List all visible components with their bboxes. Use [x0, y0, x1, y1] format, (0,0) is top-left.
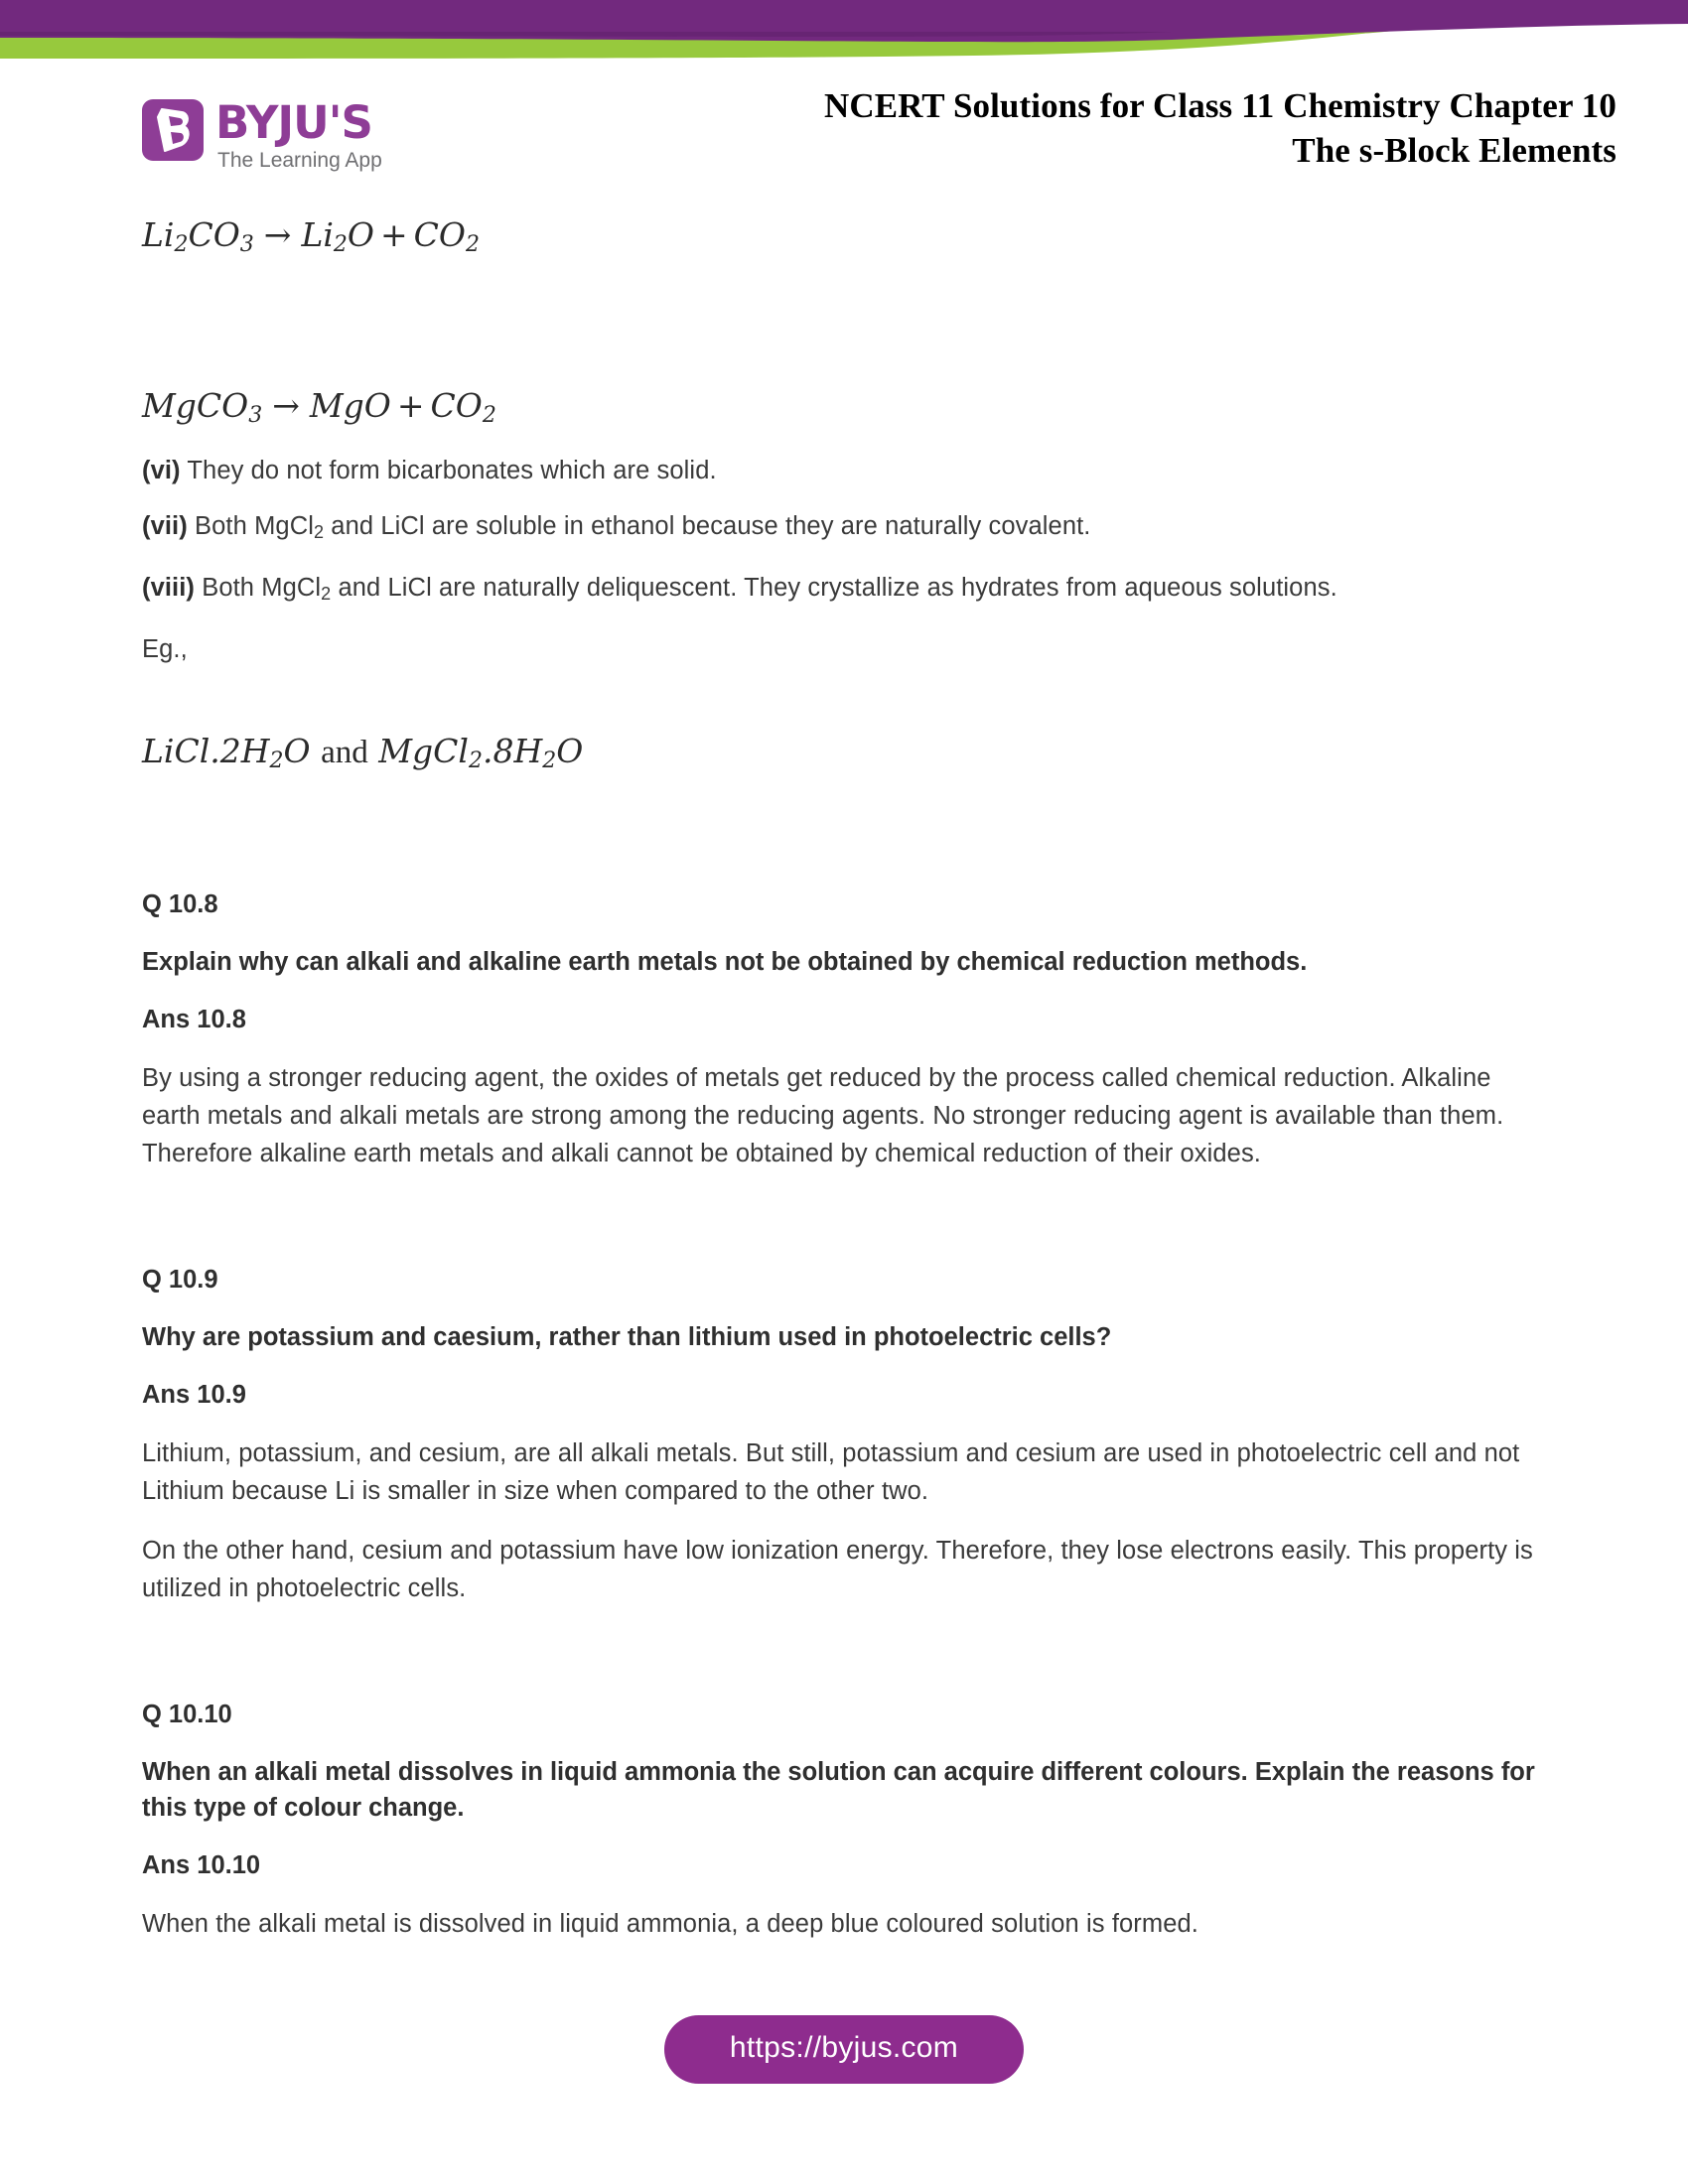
byjus-wordmark: BYJU'S	[215, 96, 372, 149]
eq3-licl: LiCl	[142, 732, 211, 770]
question-text-10-9: Why are potassium and caesium, rather than lithium used in photoelectric cells?	[142, 1323, 1112, 1351]
eq3-conjunction: and	[321, 735, 368, 770]
eq1-rhs-li-sub: 2	[333, 232, 348, 257]
byjus-logo[interactable]	[142, 96, 440, 177]
eq3-licl-sub: 2	[269, 749, 284, 773]
point-vii-subscript: 2	[313, 522, 325, 542]
eq1-rhs-co-sub: 2	[465, 232, 480, 257]
eq2-rhs-mgo: MgO	[309, 386, 391, 425]
answer-text-10-10: When the alkali metal is dissolved in liquid ammonia, a deep blue coloured solution is formed.	[142, 1910, 1198, 1938]
byjus-logo-mark-icon	[142, 99, 204, 161]
header-decorative-bands	[0, 0, 1688, 89]
page-header	[0, 77, 1688, 187]
point-viii-label: (viii)	[142, 574, 196, 602]
page-title	[824, 83, 1617, 173]
question-text-10-10: When an alkali metal dissolves in liquid ammonia the solution can acquire different colours. Explain the reasons for this type of colour change.	[142, 1758, 1535, 1822]
eq3-licl-tail: O	[283, 732, 311, 770]
answer-text-10-8: By using a stronger reducing agent, the oxides of metals get reduced by the process called chemical reduction. Alkaline earth metals and alkali metals are strong among the reducing agents. No stronger reducing agent is available than them. Therefore alkaline earth metals and alkali cannot be obtained by chemical reduction of their oxides.	[142, 1064, 1504, 1167]
point-vii-text-a: Both MgCl	[187, 512, 314, 540]
point-vi-label: (vi)	[142, 457, 181, 484]
point-vi-text: They do not form bicarbonates which are solid.	[180, 457, 717, 484]
eq1-lhs-li-sub: 2	[174, 232, 189, 257]
eq3-mgcl-dot: .8H	[482, 732, 543, 770]
eq2-arrow-icon: →	[272, 386, 300, 425]
eq3-mgcl-sub2: 2	[542, 749, 557, 773]
answer-label-10-9: Ans 10.9	[142, 1381, 246, 1409]
point-viii	[142, 569, 1542, 613]
eq1-lhs-co: CO	[188, 215, 240, 254]
byjus-tagline: The Learning App	[217, 149, 382, 172]
question-label-10-9: Q 10.9	[142, 1266, 218, 1294]
point-vii-text-b: and LiCl are soluble in ethanol because they are naturally covalent.	[324, 512, 1091, 540]
question-label-10-8: Q 10.8	[142, 890, 218, 918]
page-title-line2: The s-Block Elements	[1292, 131, 1617, 170]
page-title-line1: NCERT Solutions for Class 11 Chemistry Chapter 10	[823, 86, 1617, 125]
byjus-url-button[interactable]: https://byjus.com	[664, 2015, 1024, 2084]
document-body	[142, 213, 1542, 1943]
eq2-plus-icon: +	[396, 386, 425, 425]
answer-label-10-10: Ans 10.10	[142, 1851, 261, 1879]
point-viii-text-a: Both MgCl	[195, 574, 322, 602]
eq1-plus-icon: +	[379, 215, 408, 254]
eq1-rhs-o: O	[347, 215, 374, 254]
eq3-mgcl-sub: 2	[468, 749, 483, 773]
eq2-lhs-sub: 3	[248, 403, 263, 428]
equation-mgco3	[142, 384, 1542, 438]
eq3-mgcl: MgCl	[378, 732, 469, 770]
header-band-shapes	[0, 0, 1688, 89]
eq2-lhs: MgCO	[142, 386, 249, 425]
example-label: Eg.,	[142, 635, 188, 663]
question-label-10-10: Q 10.10	[142, 1701, 232, 1728]
eq3-licl-dot: .2H	[210, 732, 270, 770]
eq1-lhs-co-sub: 3	[239, 232, 254, 257]
equation-li2co3	[142, 213, 1542, 267]
eq1-rhs-li: Li	[301, 215, 334, 254]
answer-text-10-9-p2: On the other hand, cesium and potassium have low ionization energy. Therefore, they lose electrons easily. This property is utilized in photoelectric cells.	[142, 1537, 1533, 1602]
eq2-rhs-co-sub: 2	[482, 403, 496, 428]
eq3-mgcl-tail: O	[556, 732, 584, 770]
point-vi	[142, 452, 1542, 489]
page-footer	[0, 2015, 1688, 2084]
eq1-arrow-icon: →	[263, 215, 292, 254]
eq1-lhs-li: Li	[142, 215, 175, 254]
point-viii-text-b: and LiCl are naturally deliquescent. They crystallize as hydrates from aqueous solutions.	[331, 574, 1337, 602]
equation-hydrates	[142, 730, 1542, 783]
question-text-10-8: Explain why can alkali and alkaline earth metals not be obtained by chemical reduction methods.	[142, 948, 1308, 976]
eq1-rhs-co: CO	[413, 215, 466, 254]
answer-label-10-8: Ans 10.8	[142, 1006, 246, 1033]
point-vii-label: (vii)	[142, 512, 188, 540]
point-viii-subscript: 2	[321, 584, 332, 604]
byjus-b-glyph-icon	[142, 99, 204, 161]
point-vii	[142, 507, 1542, 551]
eq2-rhs-co: CO	[430, 386, 483, 425]
answer-text-10-9-p1: Lithium, potassium, and cesium, are all alkali metals. But still, potassium and cesium are used in photoelectric cell and not Lithium because Li is smaller in size when compared to the other two.	[142, 1439, 1520, 1505]
